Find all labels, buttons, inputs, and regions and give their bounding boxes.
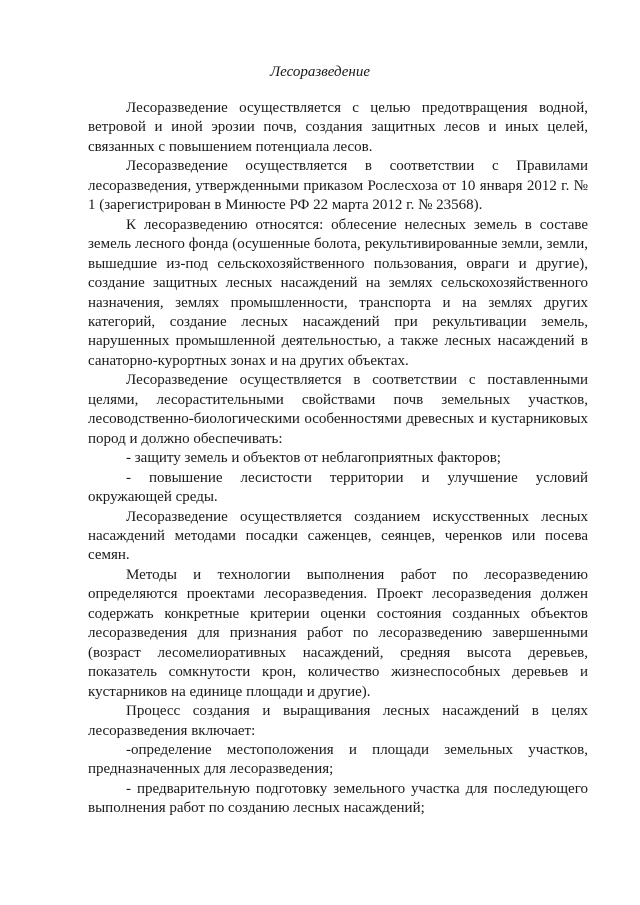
document-body — [88, 99, 588, 819]
paragraph: Лесоразведение осуществляется в соответствии с Правилами лесоразведения, утвержденными приказом Рослесхоза от 10 января 2012 г. № 1 (зарегистрирован в Минюсте РФ 22 марта 2012 г. № 23568). — [88, 158, 588, 214]
list-item: -определение местоположения и площади земельных участков, предназначенных для лесоразведения; — [88, 741, 588, 778]
list-item: - защиту земель и объектов от неблагоприятных факторов; — [126, 450, 501, 467]
list-item: - предварительную подготовку земельного участка для последующего выполнения работ по созданию лесных насаждений; — [88, 780, 588, 817]
document-title: Лесоразведение — [269, 64, 371, 80]
paragraph: К лесоразведению относятся: облесение нелесных земель в составе земель лесного фонда (осушенные болота, рекультивированные земли, земли, вышедшие из-под сельскохозяйственного пользования, овраги и другие), создание защитных лесных насаждений на землях сельскохозяйственного назначения, землях промышленности, транспорта и на землях других категорий, создание лесных насаждений при рекультивации земель, нарушенных промышленной деятельностью, а также лесных насаждений в санаторно-курортных зонах и на других объектах. — [88, 216, 588, 369]
paragraph: Процесс создания и выращивания лесных насаждений в целях лесоразведения включает: — [88, 703, 588, 739]
paragraph: Лесоразведение осуществляется созданием искусственных лесных насаждений методами посадки саженцев, сеянцев, черенков или посева семян. — [88, 508, 588, 564]
list-item: - повышение лесистости территории и улучшение условий окружающей среды. — [88, 469, 588, 506]
paragraph: Лесоразведение осуществляется в соответствии с поставленными целями, лесорастительными свойствами почв земельных участков, лесоводственно-биологическими особенностями древесных и кустарниковых пород и должно обеспечивать: — [88, 372, 588, 447]
paragraph: Методы и технологии выполнения работ по лесоразведению определяются проектами лесоразведения. Проект лесоразведения должен содержать конкретные критерии оценки состояния созданных объектов лесоразведения для признания работ по лесоразведению завершенными (возраст лесомелиоративных насаждений, средняя высота деревьев, показатель сомкнутости крон, количество жизнеспособных деревьев и кустарников на единице площади и другие). — [88, 566, 588, 700]
paragraph: Лесоразведение осуществляется с целью предотвращения водной, ветровой и иной эрозии почв, создания защитных лесов и иных целей, связанных с повышением потенциала лесов. — [88, 100, 588, 155]
